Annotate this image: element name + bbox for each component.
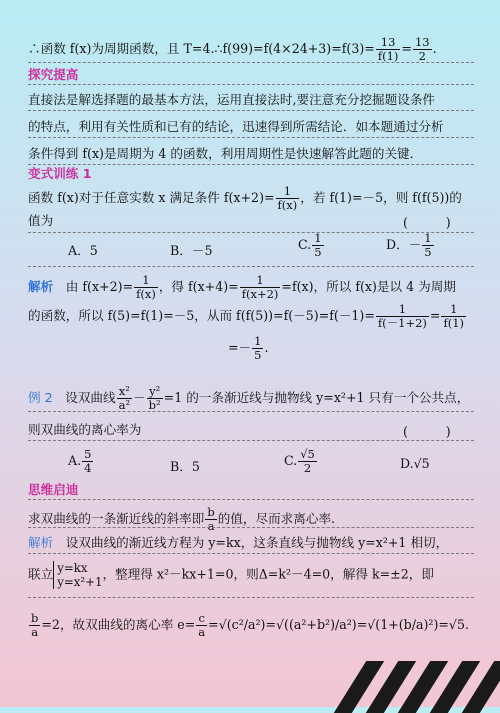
paragraph-line: 条件得到 f(x)是周期为 4 的函数，利用周期性是快速解答此题的关键． xyxy=(28,146,423,161)
heading-thinking: 思维启迪 xyxy=(28,482,79,497)
solution-line: $\frac{b}{a}$ =2，故双曲线的离心率 e= $\frac{c}{a}$ =√(c²/a²)=√((a²+b²)/a²)=√(1+(b/a)²)=√5. xyxy=(31,611,469,639)
option-d: D.√5 xyxy=(400,456,430,471)
divider xyxy=(28,411,474,412)
divider xyxy=(28,499,474,500)
divider xyxy=(28,266,474,267)
fraction: $\frac{13}{f(1)}$ xyxy=(377,35,399,63)
fraction: $\frac{13}{2}$ xyxy=(414,35,430,63)
option-a: A．5 xyxy=(68,243,98,258)
heading-explore: 探究提高 xyxy=(28,67,79,82)
divider xyxy=(28,84,474,85)
answer-parenthesis: ( ) xyxy=(403,424,451,439)
paragraph-line: 的特点，利用有关性质和已有的结论，迅速得到所需结论．如本题通过分析 xyxy=(28,119,444,134)
line-1: ∴函数 f(x)为周期函数，且 T=4.∴f(99)=f(4×24+3)=f(3)= $\frac{13}{f(1)}$ = $\frac{13}{2}$ . xyxy=(28,35,437,63)
solution-line: 解析 由 f(x+2)= $\frac{1}{f(x)}$ ，得 f(x+4)= $\frac{1}{f(x+2)}$ =f(x)，所以 f(x)是以 4 为周期 xyxy=(28,273,456,301)
divider xyxy=(28,597,474,598)
decorative-stripes xyxy=(330,667,500,707)
question-line: 函数 f(x)对于任意实数 x 满足条件 f(x+2)= $\frac{1}{f(x)}$ ，若 f(1)=－5，则 f(f(5))的 xyxy=(28,184,462,212)
divider xyxy=(28,527,474,528)
divider xyxy=(28,110,474,111)
answer-parenthesis: ( ) xyxy=(403,215,451,230)
example-line: 则双曲线的离心率为 xyxy=(28,422,142,437)
option-d: D．－ $\frac{1}{5}$ xyxy=(386,231,432,259)
solution-line: 联立 y=kx y=x²+1 ，整理得 x²－kx+1=0，则Δ=k²－4=0，解得 k=±2，即 xyxy=(28,561,434,589)
option-c: C. $\frac{√5}{2}$ xyxy=(284,447,315,475)
divider xyxy=(28,553,474,554)
fraction: $\frac{1}{f(x)}$ xyxy=(277,184,298,212)
example-line: 例 2 设双曲线 $\frac{\text{x²}}{\text{a²}}$ － $\frac{\text{y²}}{\text{b²}}$ =1 的一条渐近线与抛物线 y=x²+1 只有一个公共点， xyxy=(28,384,470,412)
solution-line: 的函数，所以 f(5)=f(1)=－5，从而 f(f(5))=f(－5)=f(－1)= $\frac{1}{f(-1+2)}$ = $\frac{1}{f(1)}$ xyxy=(28,302,465,330)
heading-practice: 变式训练 1 xyxy=(28,166,92,181)
option-c: C. $\frac{1}{5}$ xyxy=(298,231,322,259)
divider xyxy=(28,164,474,165)
hint-line: 求双曲线的一条渐近线的斜率即 $\frac{b}{a}$ 的值，尽而求离心率. xyxy=(28,505,336,533)
solution-line: 解析 设双曲线的渐近线方程为 y=kx，这条直线与抛物线 y=x²+1 相切， xyxy=(28,535,449,550)
divider xyxy=(28,440,474,441)
option-a: A. $\frac{5}{4}$ xyxy=(68,447,92,475)
question-line: 值为 xyxy=(28,213,54,228)
solution-line: =－ $\frac{1}{5}$ . xyxy=(228,334,269,362)
paragraph-line: 直接法是解选择题的最基本方法，运用直接法时,要注意充分挖掘题设条件 xyxy=(28,92,436,107)
option-b: B．－5 xyxy=(170,243,213,258)
equation-system: y=kx y=x²+1 xyxy=(53,561,102,589)
option-b: B．5 xyxy=(170,459,200,474)
divider xyxy=(28,62,474,63)
divider xyxy=(28,137,474,138)
